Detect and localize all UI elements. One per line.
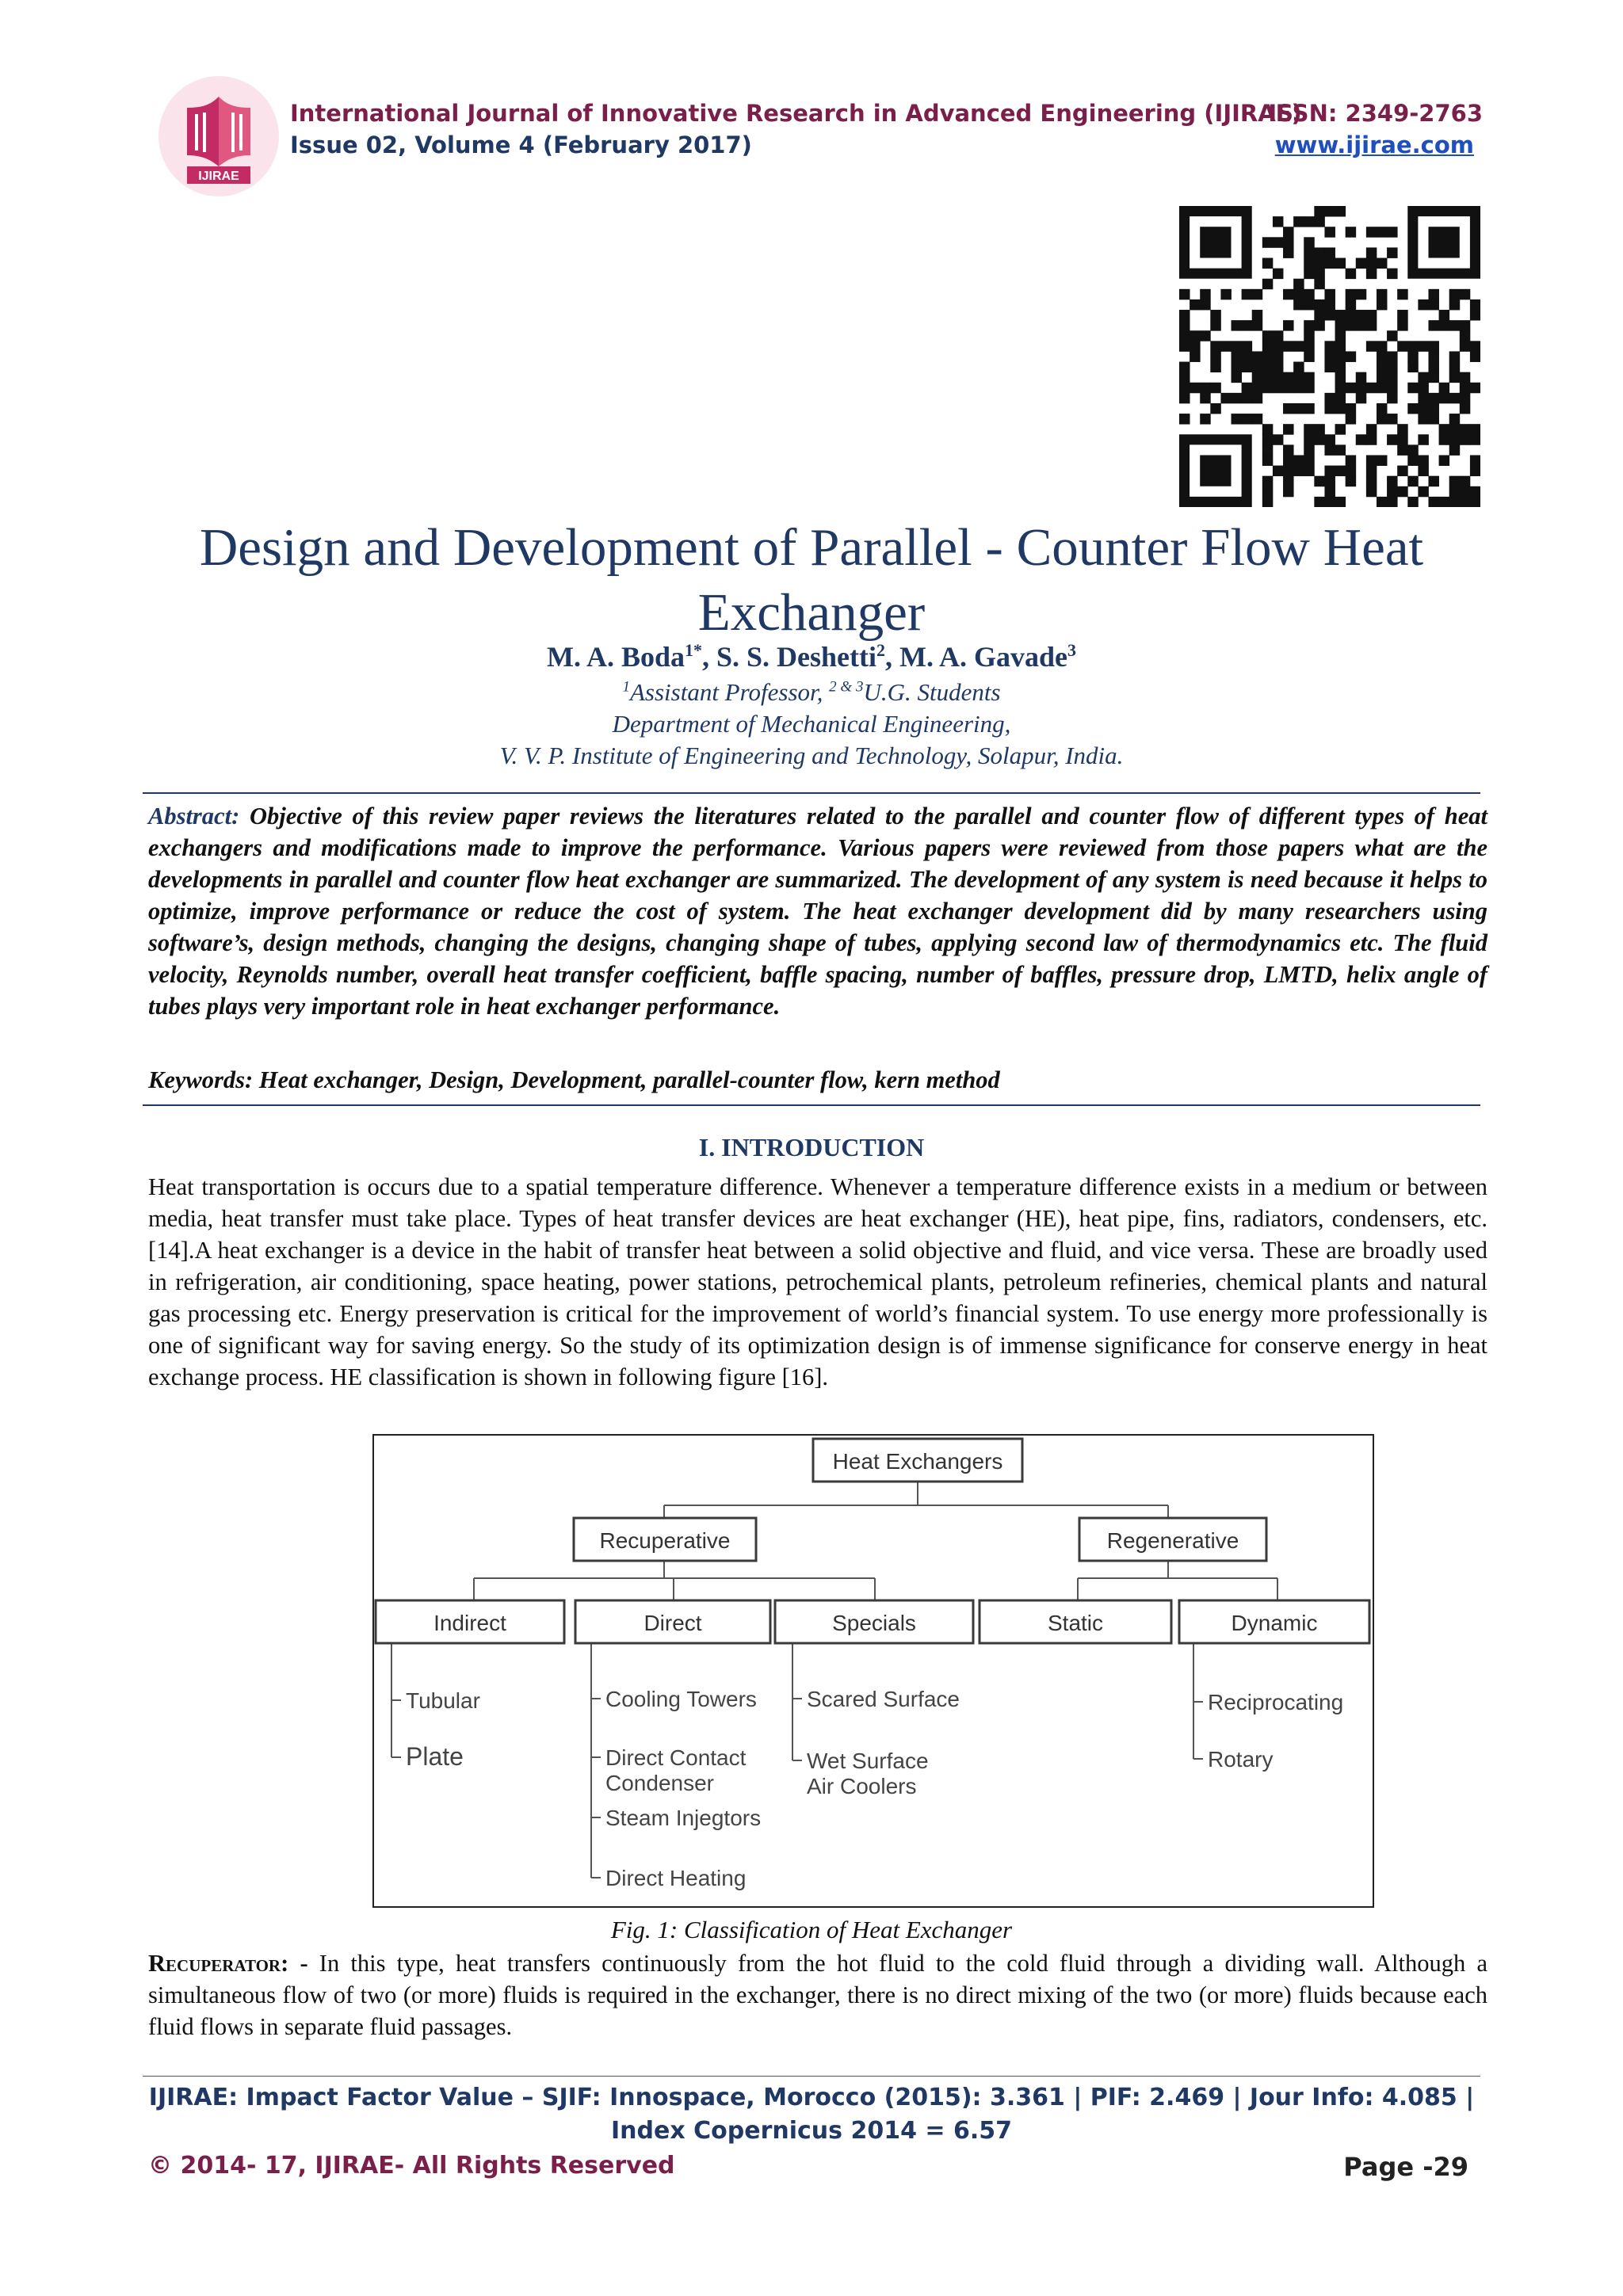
author-3-sup: 3 xyxy=(1067,640,1077,660)
affiliation-department: Department of Mechanical Engineering, xyxy=(612,710,1011,738)
leaf-condenser: Condenser xyxy=(605,1771,714,1795)
aff-sup-2: 2 & 3 xyxy=(829,678,864,696)
issue-info: Issue 02, Volume 4 (February 2017) xyxy=(290,132,752,158)
abstract-label: Abstract: xyxy=(148,803,240,830)
affiliation-institute: V. V. P. Institute of Engineering and Technology, Solapur, India. xyxy=(499,742,1124,769)
footer-divider xyxy=(143,2076,1480,2077)
classification-figure xyxy=(372,1434,1374,1908)
leaf-plate: Plate xyxy=(406,1742,464,1771)
leaf-air-coolers: Air Coolers xyxy=(807,1774,917,1798)
divider xyxy=(143,1104,1480,1106)
author-2: S. S. Deshetti xyxy=(716,641,877,673)
node-static: Static xyxy=(1047,1611,1104,1635)
node-dynamic: Dynamic xyxy=(1231,1611,1318,1635)
figure-caption: Fig. 1: Classification of Heat Exchanger xyxy=(610,1916,1013,1943)
logo-text: IJIRAE xyxy=(198,170,239,183)
recuperator-label: Recuperator: - xyxy=(148,1950,308,1977)
author-2-sup: 2 xyxy=(876,640,886,660)
author-1: M. A. Boda xyxy=(546,641,685,673)
recuperator-paragraph xyxy=(148,1947,1487,2042)
aff-role-2: U.G. Students xyxy=(863,678,1001,706)
leaf-tubular: Tubular xyxy=(406,1688,480,1713)
abstract-text: Objective of this review paper reviews the literatures related to the parallel and counter flow of different types of heat exchangers and modifications made to improve the performance. Various papers were reviewed from those papers what are the developments in parallel and counter flow heat exchanger are summarized. The development of any system is need because it helps to optimize, improve performance or reduce the cost of system. The heat exchanger development did by many researchers using software’s, design methods, changing the designs, changing shape of tubes, applying second law of thermodynamics etc. The fluid velocity, Reynolds number, overall heat transfer coefficient, baffle spacing, number of baffles, pressure drop, LMTD, helix angle of tubes plays very important role in heat exchanger performance. xyxy=(148,803,1488,1020)
leaf-cooling-towers: Cooling Towers xyxy=(605,1687,757,1711)
node-recuperative: Recuperative xyxy=(599,1528,731,1553)
leaf-rotary: Rotary xyxy=(1208,1747,1274,1772)
leaf-wet-surface: Wet Surface xyxy=(807,1749,929,1773)
paper-title: Design and Development of Parallel - Counter Flow Heat Exchanger xyxy=(199,518,1424,642)
leaf-direct-heating: Direct Heating xyxy=(605,1866,747,1890)
leaf-steam-injectors: Steam Injegtors xyxy=(605,1806,762,1830)
leaf-direct-contact: Direct Contact xyxy=(605,1745,747,1770)
node-indirect: Indirect xyxy=(433,1611,506,1635)
footer-index-copernicus: Index Copernicus 2014 = 6.57 xyxy=(610,2117,1012,2145)
keywords: Keywords: Heat exchanger, Design, Development, parallel-counter flow, kern method xyxy=(148,1066,1000,1093)
author-3: M. A. Gavade xyxy=(899,641,1068,673)
website-link[interactable]: www.ijirae.com xyxy=(1274,132,1474,158)
node-regenerative: Regenerative xyxy=(1106,1528,1239,1553)
qr-code xyxy=(1179,206,1480,507)
journal-logo xyxy=(155,73,282,200)
aff-role-1: Assistant Professor, xyxy=(629,678,830,706)
footer-impact-factor: IJIRAE: Impact Factor Value – SJIF: Innospace, Morocco (2015): 3.361 | PIF: 2.469 | Jour Info: 4.085 | xyxy=(148,2084,1475,2111)
author-1-sup: 1* xyxy=(685,640,702,660)
journal-name: International Journal of Innovative Research in Advanced Engineering (IJIRAE) xyxy=(290,100,1302,127)
authors: M. A. Boda$^{1*}$, S. S. Deshetti$^2$, M. A. Gavade$^3$ xyxy=(546,640,1077,673)
aff-sup-1: 1 xyxy=(622,678,630,696)
recuperator-text: In this type, heat transfers continuously from the hot fluid to the cold fluid through a dividing wall. Although a simultaneous flow of two (or more) fluids is required in the exchanger, there is no direct mixing of the two (or more) fluids because each fluid flows in separate fluid passages. xyxy=(148,1950,1487,2040)
page-number: Page -29 xyxy=(1343,2152,1468,2182)
section-heading: I. INTRODUCTION xyxy=(698,1133,925,1161)
intro-paragraph: Heat transportation is occurs due to a spatial temperature difference. Whenever a temperature difference exists in a medium or between media, heat transfer must take place. Types of heat transfer devices are heat exchanger (HE), heat pipe, fins, radiators, condensers, etc. [14].A heat exchanger is a device in the habit of transfer heat between a solid objective and fluid, and vice versa. These are broadly used in refrigeration, air conditioning, space heating, power stations, petrochemical plants, petroleum refineries, chemical plants and natural gas processing etc. Energy preservation is critical for the improvement of world’s financial system. To use energy more professionally is one of significant way for saving energy. So the study of its optimization design is of immense significance for conserve energy in heat exchange process. HE classification is shown in following figure [16]. xyxy=(148,1173,1487,1390)
node-direct: Direct xyxy=(643,1611,702,1635)
affiliation-roles xyxy=(119,678,1504,707)
leaf-reciprocating: Reciprocating xyxy=(1208,1690,1344,1714)
copyright: © 2014- 17, IJIRAE- All Rights Reserved xyxy=(148,2152,675,2180)
leaf-scared-surface: Scared Surface xyxy=(807,1687,960,1711)
divider xyxy=(143,792,1480,794)
node-heat-exchangers: Heat Exchangers xyxy=(832,1449,1003,1474)
node-specials: Specials xyxy=(832,1611,916,1635)
abstract xyxy=(148,800,1487,1022)
issn: ISSN: 2349-2763 xyxy=(1268,100,1483,127)
